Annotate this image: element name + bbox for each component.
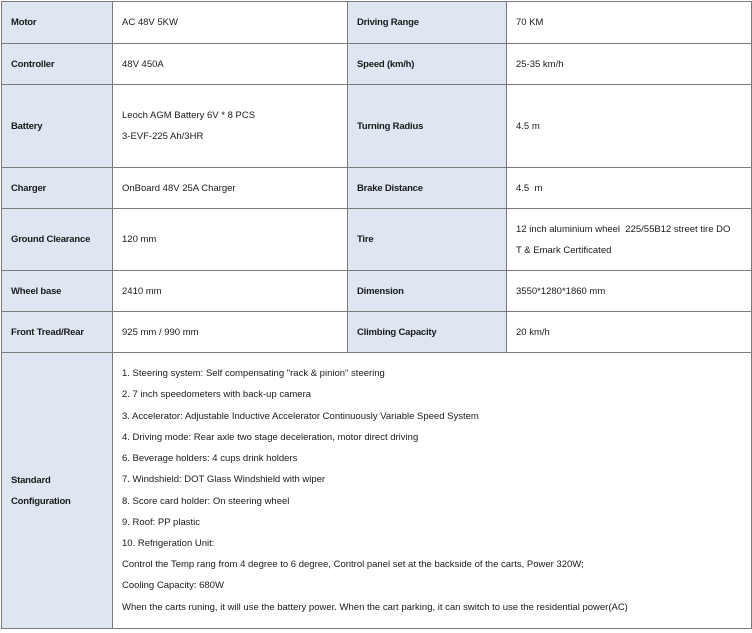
dimension-value: 3550*1280*1860 mm <box>507 271 752 312</box>
front-tread-value: 925 mm / 990 mm <box>113 312 348 353</box>
motor-value: AC 48V 5KW <box>113 2 348 44</box>
list-item: Cooling Capacity: 680W <box>122 580 224 592</box>
standard-config-list <box>113 353 752 629</box>
battery-line: Leoch AGM Battery 6V * 8 PCS <box>122 110 256 121</box>
battery-line: 3-EVF-225 Ah/3HR <box>122 131 204 142</box>
tire-value <box>507 209 752 271</box>
tire-line: 12 inch aluminium wheel 225/55B12 street tire DO <box>516 223 731 235</box>
battery-value <box>113 85 348 168</box>
list-item: Control the Temp rang from 4 degree to 6 degree, Control panel set at the backside of the carts, Power 320W; <box>122 559 584 571</box>
driving-range-value: 70 KM <box>507 2 752 44</box>
spec-table <box>1 1 752 629</box>
list-item: 10. Refrigeration Unit: <box>122 537 215 549</box>
table-row <box>2 44 752 85</box>
controller-label: Controller <box>2 44 113 85</box>
table-row <box>2 85 752 168</box>
list-item: 3. Accelerator: Adjustable Inductive Accelerator Continuously Variable Speed System <box>122 410 479 422</box>
turning-radius-label: Turning Radius <box>348 85 507 168</box>
table-row <box>2 168 752 209</box>
table-row <box>2 353 752 629</box>
table-row <box>2 312 752 353</box>
climbing-capacity-value: 20 km/h <box>507 312 752 353</box>
tire-line: T & Emark Certificated <box>516 244 612 256</box>
battery-label: Battery <box>2 85 113 168</box>
brake-distance-label: Brake Distance <box>348 168 507 209</box>
table-row <box>2 271 752 312</box>
speed-value: 25-35 km/h <box>507 44 752 85</box>
speed-label: Speed (km/h) <box>348 44 507 85</box>
standard-config-label <box>2 353 113 629</box>
ground-clearance-value: 120 mm <box>113 209 348 271</box>
front-tread-label: Front Tread/Rear <box>2 312 113 353</box>
controller-value: 48V 450A <box>113 44 348 85</box>
list-item: 9. Roof: PP plastic <box>122 516 200 528</box>
driving-range-label: Driving Range <box>348 2 507 44</box>
brake-distance-value: 4.5 m <box>507 168 752 209</box>
list-item: 6. Beverage holders: 4 cups drink holders <box>122 453 298 465</box>
motor-label: Motor <box>2 2 113 44</box>
list-item: 1. Steering system: Self compensating "rack & pinion" steering <box>122 368 385 380</box>
charger-label: Charger <box>2 168 113 209</box>
tire-label: Tire <box>348 209 507 271</box>
list-item: 4. Driving mode: Rear axle two stage deceleration, motor direct driving <box>122 431 419 443</box>
list-item: 7. Windshield: DOT Glass Windshield with wiper <box>122 474 326 486</box>
list-item: When the carts runing, it will use the battery power. When the cart parking, it can switch to use the residential power(AC) <box>122 601 628 613</box>
list-item: 8. Score card holder: On steering wheel <box>122 495 290 507</box>
table-row <box>2 209 752 271</box>
table-row <box>2 2 752 44</box>
climbing-capacity-label: Climbing Capacity <box>348 312 507 353</box>
standard-config-label-line: Standard <box>11 474 51 486</box>
standard-config-label-line: Configuration <box>11 495 71 507</box>
turning-radius-value: 4.5 m <box>507 85 752 168</box>
wheel-base-label: Wheel base <box>2 271 113 312</box>
list-item: 2. 7 inch speedometers with back-up camera <box>122 389 312 401</box>
dimension-label: Dimension <box>348 271 507 312</box>
charger-value: OnBoard 48V 25A Charger <box>113 168 348 209</box>
wheel-base-value: 2410 mm <box>113 271 348 312</box>
ground-clearance-label: Ground Clearance <box>2 209 113 271</box>
